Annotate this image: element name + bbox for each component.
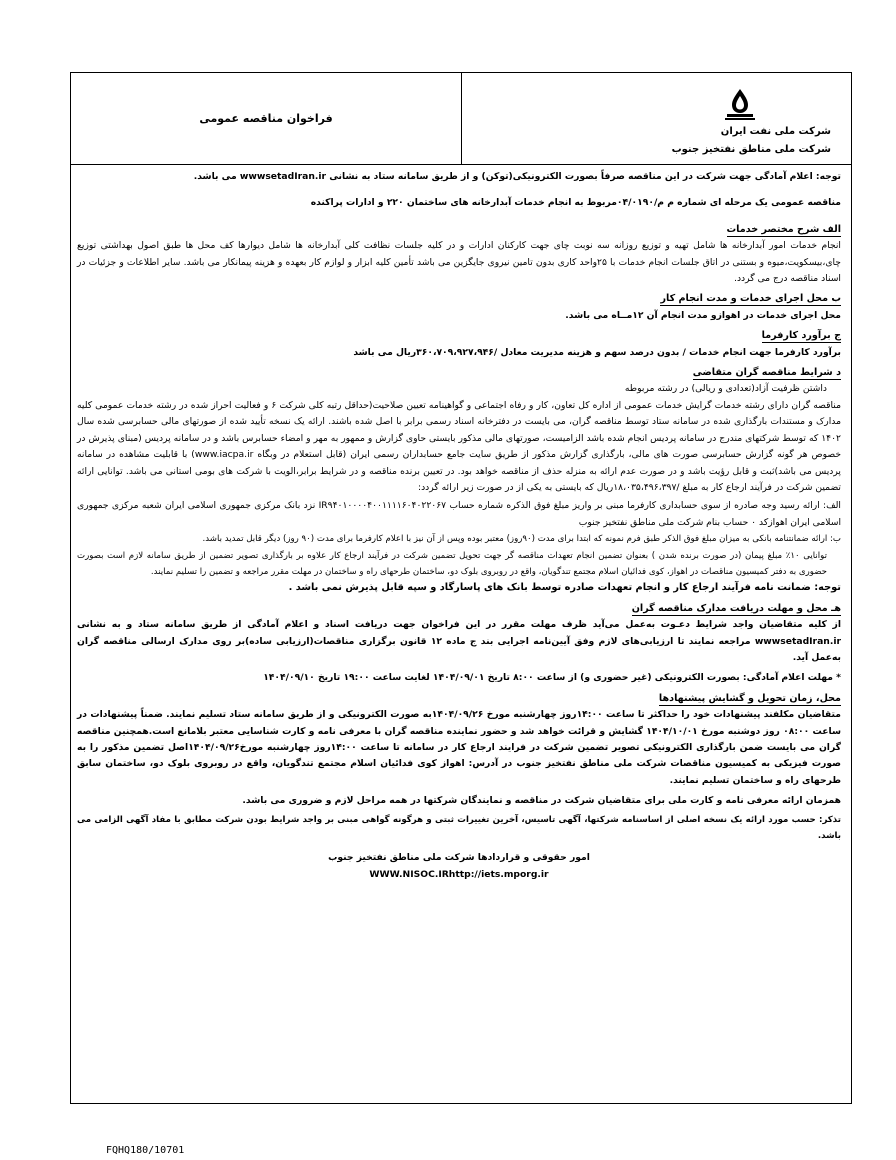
header-table	[71, 73, 851, 165]
section-d-heading: د شرایط مناقصه گران متقاضی	[692, 367, 841, 379]
section-h-body: از کلیه متقاضیان واجد شرایط دعـوت به‌عمل می‌آید ظرف مهلت مقرر در این فراخوان جهت دریافت اسناد و اعلام آمادگی از طریق سامانه ستاد و به نشانی wwwsetadIran.ir مراجعه نمایند تا ارزیابی‌های لازم وفق آیین‌نامه اجرایی بند ج ماده ۱۲ قانون برگزاری مناقصات(ارزیابی ساده)بر روی مدارک ارسالی مناقصه گران به‌عمل آید.	[77, 619, 842, 663]
footer-code: FQHQ180/10701	[106, 1145, 185, 1156]
section-h-heading: هـ محل و مهلت دریافت مدارک مناقصه گران	[631, 602, 841, 614]
id-note: همزمان ارائه معرفی نامه و کارت ملی برای متقاضیان شرکت در مناقصه و نمایندگان شرکتها در همه مراحل لازم و ضروری می باشد.	[242, 795, 841, 807]
section-a-body: انجام خدمات امور آبدارخانه ها شامل تهیه و توزیع روزانه سه نوبت چای جهت کارکنان ادارات و در کلیه جلسات نظافت کلی آبدارخانه ها شامل دیوارها کف محل ها طبق اصول بهداشتی توزیع چای،بیسکویت،میوه و بستنی در اتاق جلسات انجام خدمات با ۲۵واحد کاری بدون تامین نیروی جایگزین می باشد تأمین کلیه ابزار و لوازم کار بعهده و هزینه پیمانکار می باشد. سایر اطلاعات و جزئیات در اسناد مناقصه درج می گردد.	[77, 240, 841, 285]
section-a-heading: الف شرح مختصر خدمات	[726, 223, 841, 235]
document-body	[77, 169, 841, 883]
section-w-heading: محل، زمان تحویل و گشایش پیشنهادها	[658, 692, 841, 704]
signature-dept: امور حقوقی و قراردادها شرکت ملی مناطق نفتخیز جنوب	[328, 852, 590, 864]
page-title: فراخوان مناقصه عمومی	[199, 112, 333, 125]
section-c-heading: ج برآورد کارفرما	[761, 330, 841, 342]
reminder-note: تذکر: حسب مورد ارائه یک نسخه اصلی از اساسنامه شرکتها، آگهی تاسیس، آخرین تغییرات ثبتی و هرگونه گواهی مبنی بر واجد شرایط بودن شرکت مطابق با مفاد آگهی الزامی می باشد.	[77, 814, 841, 842]
company-subname: شرکت ملی مناطق نفتخیز جنوب	[671, 144, 831, 155]
deadline-line: * مهلت اعلام آمادگی: بصورت الکترونیکی (غیر حضوری و) از ساعت ۸:۰۰ تاریخ ۱۴۰۴/۰۹/۰۱ لغایت ساعت ۱۹:۰۰ تاریخ ۱۴۰۴/۰۹/۱۰	[263, 672, 841, 684]
section-d-capacity: داشتن ظرفیت آزاد(تعدادی و ریالی) در رشته مربوطه	[624, 383, 827, 395]
section-b-heading: ب محل اجرای خدمات و مدت انجام کار	[660, 293, 841, 305]
signature-urls: WWW.NISOC.IRhttp://iets.mporg.ir	[369, 868, 549, 880]
section-w-body: متقاضیان مکلفند پیشنهادات خود را حداکثر تا ساعت ۱۴:۰۰روز چهارشنبه مورخ ۱۴۰۴/۰۹/۲۶به صورت الکترونیکی و از طریق سامانه ستاد تسلیم نمایند. ضمناً پیشنهادات در ساعت ۰۸:۰۰ روز دوشنبه مورخ ۱۴۰۴/۱۰/۰۱ گشایش و قرائت خواهد شد و حضور نماینده مناقصه گران با معرفی نامه و کارت شناسایی معتبر بلامانع است.همچنین مناقصه گران می بایست ضمن بارگذاری الکترونیکی تصویر تضمین شرکت در فرایند ارجاع کار در سامانه تا ساعت ۱۴:۰۰روز چهارشنبه مورخ۱۴۰۴/۰۹/۲۶اصل تضمین مذکور را به صورت فیزیکی به کمیسیون مناقصات شرکت ملی مناطق نفتخیز جنوب در آدرس: اهواز کوی فدائیان اسلام مجتمع تندگویان، واقع در روبروی بلوک دو، ساختمان سابق طرحهای راه و ساختمان تسلیم نمایند.	[77, 709, 841, 786]
guarantee-c: توانایی ۱۰٪ مبلغ پیمان (در صورت برنده شدن ) بعنوان تضمین انجام تعهدات مناقصه گر جهت تحویل تضمین شرکت در فرآیند ارجاع کار علاوه بر بارگذاری تصویر تضمین از طریق سامانه لازم است بصورت حضوری به دفتر کمیسیون مناقصات در اهواز، کوی فدائیان اسلام مجتمع تندگویان، واقع در روبروی بلوک دو، ساختمان طرحهای راه و ساختمان در مهلت مقرر مراجعه و تضمین را تسلیم نمایند.	[77, 550, 828, 577]
notice-line: توجه: اعلام آمادگی جهت شرکت در این مناقصه صرفاً بصورت الکترونیکی(توکن) و از طریق سامانه ستاد به نشانی wwwsetadIran.ir می باشد.	[193, 171, 841, 182]
company-cell	[461, 73, 851, 164]
section-b-body: محل اجرای خدمات در اهوازو مدت انجام آن ۱۲مــاه می باشد.	[565, 309, 841, 321]
section-d-body: مناقصه گران دارای رشته خدمات گرایش خدمات عمومی از اداره کل تعاون، کار و رفاه اجتماعی و گواهینامه تعیین صلاحیت(حداقل رتبه کلی شرکت ۶ و فعالیت احراز شده در رشته خدمات عمومی کلیه مدارک و مستندات بارگذاری شده در سامانه ستاد توسط مناقصه گران، می بایست در دفترخانه اسناد رسمی برابر با اصل شده باشند. ارائه یک نسخه تأیید شده از صورتهای مالی حسابرسی شده سال ۱۴۰۲ که توسط شرکتهای مندرج در سامانه پردیس انجام شده باشد الزامیست، صورتهای مالی مذکور بایستی حاوی گزارش و ممهور به مهر و امضاء حسابرس باشد و در سامانه پردیس (مبنای پذیرش در خصوص هر گونه گزارش حسابرسی صورت های مالی، بارگذاری گزارش مذکور از طریق سایت جامع حسابداران رسمی ایران (قابل استعلام در وبگاه www.iacpa.ir) با قابلیت مشاهده در سامانه پردیس می باشد)ثبت و قابل رؤیت باشد و در صورت عدم ارائه به منزله حذف از مناقصه خواهد بود. در تعیین برنده مناقصه و در شرایط برابر،الویت با شرکت های بومی استانی می باشد. توانایی ارائه تضمین شرکت در فرآیند ارجاع کار به مبلغ /۱۸،۰۳۵،۴۹۶،۳۹۷ریال که بایستی به یکی از در صورت زیر ارائه گردد:	[77, 399, 841, 493]
document-frame	[70, 72, 852, 1104]
guarantee-b: ب: ارائه ضمانتنامه بانکی به میزان مبلغ فوق الذکر طبق فرم نمونه که ابتدا برای مدت (۹۰روز) معتبر بوده وپس از آن نیز با اعلام کارفرما برای مدت (۹۰ روز) دیگر قابل تمدید باشد.	[202, 534, 841, 545]
company-block	[672, 123, 831, 159]
tender-title: مناقصه عمومی یک مرحله ای شماره م م/۰۴/۰۱۹۰مربوط به انجام خدمات آبدارخانه های ساختمان ۲۲۰ و ادارات پراکنده	[310, 197, 841, 209]
company-name: شرکت ملی نفت ایران	[720, 126, 831, 137]
section-c-body: برآورد کارفرما جهت انجام خدمات / بدون درصد سهم و هزینه مدیریت معادل /۳۶۰،۷۰۹،۹۲۷،۹۴۶ریال می باشد	[353, 346, 841, 358]
bank-note: توجه: ضمانت نامه فرآیند ارجاع کار و انجام تعهدات صادره توسط بانک های پاسارگاد و سپه قابل پذیرش نمی باشد .	[288, 582, 841, 594]
guarantee-a: الف: ارائه رسید وجه صادره از سوی حسابداری کارفرما مبنی بر واریز مبلغ فوق الذکره شماره حساب IR۹۴۰۱۰۰۰۰۴۰۰۱۱۱۱۶۰۴۰۲۲۰۶۷ نزد بانک مرکزی جمهوری اسلامی ایران شعبه مرکزی جمهوری اسلامی ایران اهوازکد ۰ حساب بنام شرکت ملی مناطق نفتخیز جنوب	[77, 500, 841, 528]
nioc-logo-icon	[723, 87, 757, 121]
